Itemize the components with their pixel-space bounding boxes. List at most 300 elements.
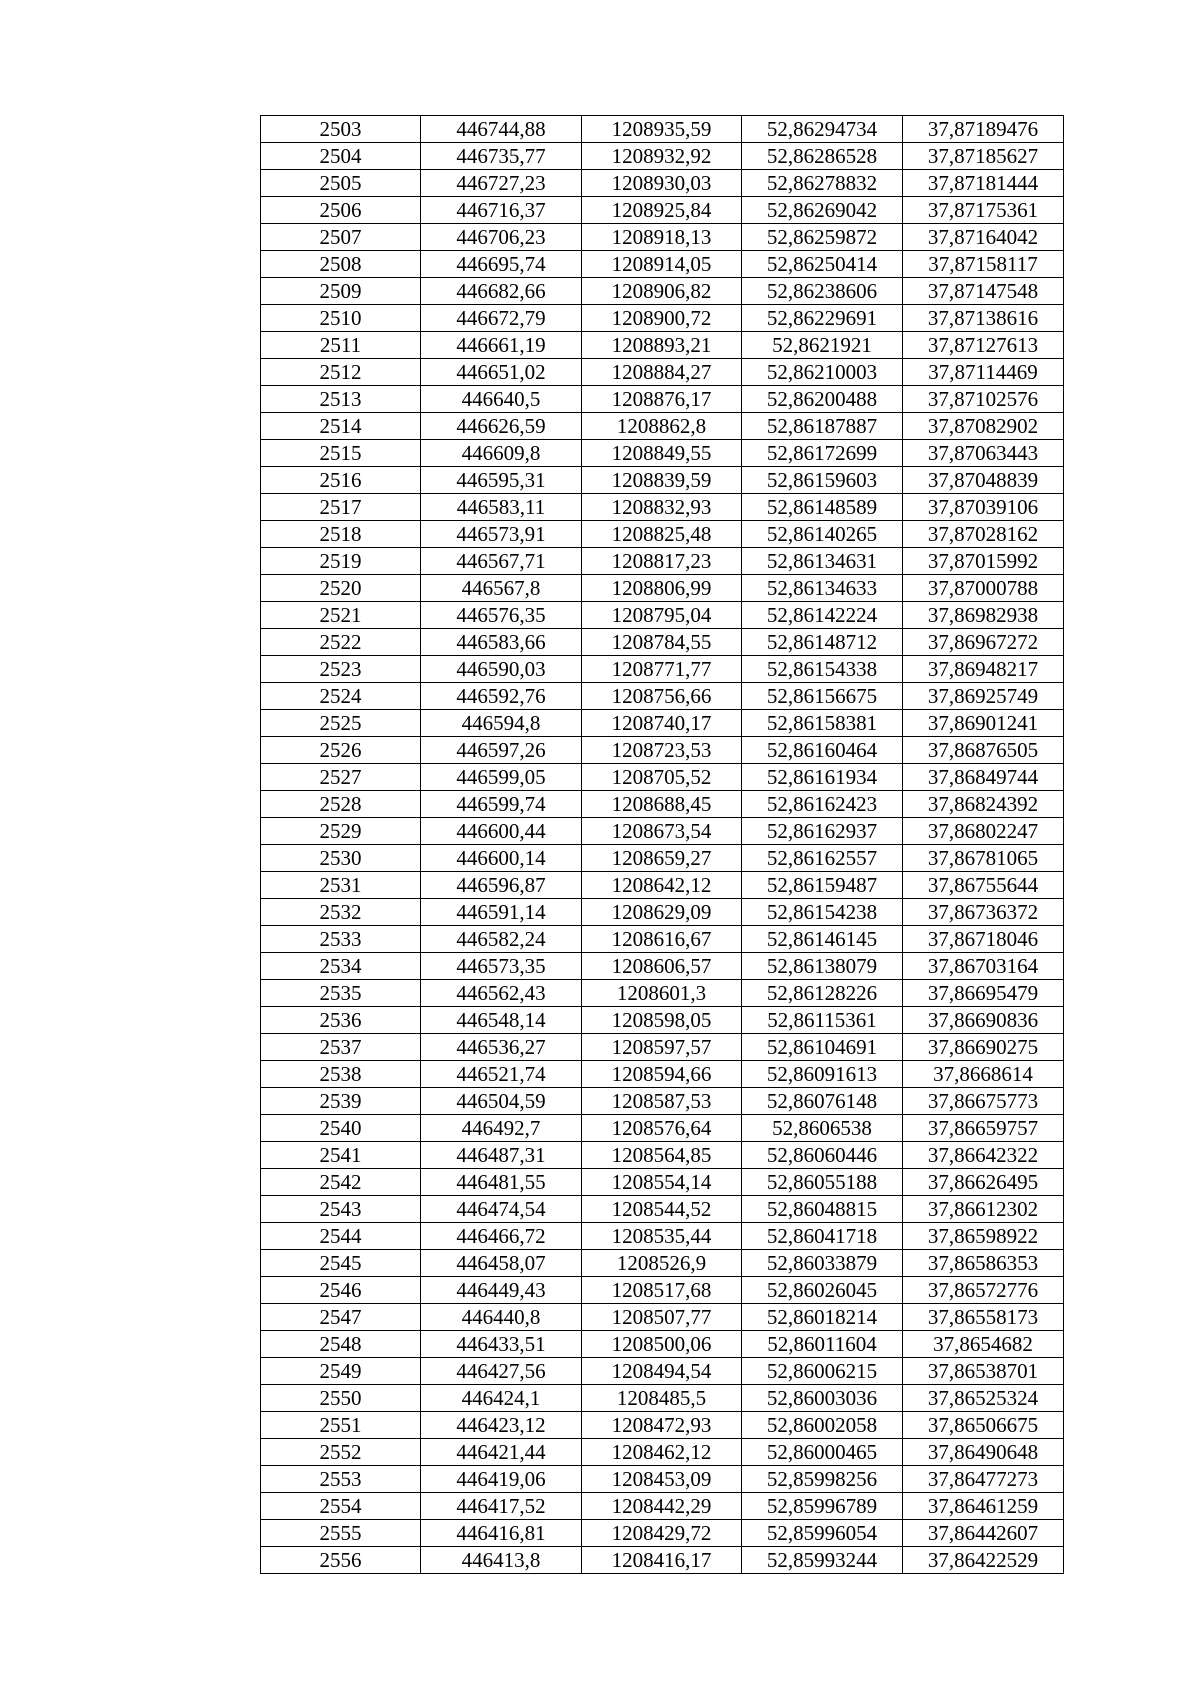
y-coordinate-cell: 1208806,99 [582,575,742,602]
y-coordinate-cell: 1208453,09 [582,1466,742,1493]
table-row [261,413,1064,440]
latitude-cell: 52,86162557 [742,845,903,872]
latitude-cell: 52,85998256 [742,1466,903,1493]
coordinates-table [260,115,1064,1574]
table-row [261,1493,1064,1520]
y-coordinate-cell: 1208925,84 [582,197,742,224]
table-row [261,143,1064,170]
point-number-cell: 2512 [261,359,421,386]
point-number-cell: 2503 [261,116,421,143]
point-number-cell: 2540 [261,1115,421,1142]
table-row [261,1385,1064,1412]
point-number-cell: 2545 [261,1250,421,1277]
longitude-cell: 37,86948217 [903,656,1064,683]
longitude-cell: 37,87039106 [903,494,1064,521]
y-coordinate-cell: 1208576,64 [582,1115,742,1142]
longitude-cell: 37,87158117 [903,251,1064,278]
latitude-cell: 52,86259872 [742,224,903,251]
x-coordinate-cell: 446735,77 [421,143,582,170]
x-coordinate-cell: 446661,19 [421,332,582,359]
longitude-cell: 37,87127613 [903,332,1064,359]
x-coordinate-cell: 446481,55 [421,1169,582,1196]
x-coordinate-cell: 446682,66 [421,278,582,305]
y-coordinate-cell: 1208932,92 [582,143,742,170]
latitude-cell: 52,86002058 [742,1412,903,1439]
y-coordinate-cell: 1208740,17 [582,710,742,737]
x-coordinate-cell: 446597,26 [421,737,582,764]
latitude-cell: 52,86294734 [742,116,903,143]
x-coordinate-cell: 446440,8 [421,1304,582,1331]
point-number-cell: 2553 [261,1466,421,1493]
longitude-cell: 37,87147548 [903,278,1064,305]
x-coordinate-cell: 446626,59 [421,413,582,440]
y-coordinate-cell: 1208517,68 [582,1277,742,1304]
longitude-cell: 37,86824392 [903,791,1064,818]
x-coordinate-cell: 446449,43 [421,1277,582,1304]
latitude-cell: 52,86159487 [742,872,903,899]
point-number-cell: 2515 [261,440,421,467]
y-coordinate-cell: 1208893,21 [582,332,742,359]
x-coordinate-cell: 446487,31 [421,1142,582,1169]
point-number-cell: 2507 [261,224,421,251]
longitude-cell: 37,87082902 [903,413,1064,440]
point-number-cell: 2546 [261,1277,421,1304]
longitude-cell: 37,87164042 [903,224,1064,251]
longitude-cell: 37,86642322 [903,1142,1064,1169]
table-row [261,1115,1064,1142]
table-row [261,1250,1064,1277]
table-row [261,1520,1064,1547]
x-coordinate-cell: 446536,27 [421,1034,582,1061]
latitude-cell: 52,86055188 [742,1169,903,1196]
y-coordinate-cell: 1208935,59 [582,116,742,143]
longitude-cell: 37,86659757 [903,1115,1064,1142]
table-row [261,953,1064,980]
y-coordinate-cell: 1208817,23 [582,548,742,575]
x-coordinate-cell: 446548,14 [421,1007,582,1034]
table-row [261,1412,1064,1439]
table-row [261,710,1064,737]
x-coordinate-cell: 446595,31 [421,467,582,494]
table-row [261,440,1064,467]
x-coordinate-cell: 446706,23 [421,224,582,251]
y-coordinate-cell: 1208601,3 [582,980,742,1007]
point-number-cell: 2530 [261,845,421,872]
longitude-cell: 37,86538701 [903,1358,1064,1385]
point-number-cell: 2543 [261,1196,421,1223]
y-coordinate-cell: 1208642,12 [582,872,742,899]
point-number-cell: 2541 [261,1142,421,1169]
y-coordinate-cell: 1208507,77 [582,1304,742,1331]
latitude-cell: 52,86138079 [742,953,903,980]
latitude-cell: 52,86148712 [742,629,903,656]
latitude-cell: 52,86041718 [742,1223,903,1250]
table-row [261,656,1064,683]
y-coordinate-cell: 1208918,13 [582,224,742,251]
x-coordinate-cell: 446521,74 [421,1061,582,1088]
table-row [261,1034,1064,1061]
longitude-cell: 37,87181444 [903,170,1064,197]
x-coordinate-cell: 446433,51 [421,1331,582,1358]
point-number-cell: 2521 [261,602,421,629]
point-number-cell: 2508 [261,251,421,278]
point-number-cell: 2525 [261,710,421,737]
y-coordinate-cell: 1208442,29 [582,1493,742,1520]
point-number-cell: 2544 [261,1223,421,1250]
latitude-cell: 52,86154238 [742,899,903,926]
latitude-cell: 52,86238606 [742,278,903,305]
y-coordinate-cell: 1208594,66 [582,1061,742,1088]
latitude-cell: 52,86210003 [742,359,903,386]
y-coordinate-cell: 1208500,06 [582,1331,742,1358]
latitude-cell: 52,86200488 [742,386,903,413]
longitude-cell: 37,86422529 [903,1547,1064,1574]
x-coordinate-cell: 446474,54 [421,1196,582,1223]
y-coordinate-cell: 1208884,27 [582,359,742,386]
x-coordinate-cell: 446716,37 [421,197,582,224]
longitude-cell: 37,86695479 [903,980,1064,1007]
y-coordinate-cell: 1208564,85 [582,1142,742,1169]
longitude-cell: 37,86718046 [903,926,1064,953]
table-row [261,629,1064,656]
longitude-cell: 37,86925749 [903,683,1064,710]
table-row [261,737,1064,764]
table-row [261,386,1064,413]
y-coordinate-cell: 1208544,52 [582,1196,742,1223]
point-number-cell: 2538 [261,1061,421,1088]
point-number-cell: 2539 [261,1088,421,1115]
longitude-cell: 37,86802247 [903,818,1064,845]
y-coordinate-cell: 1208606,57 [582,953,742,980]
latitude-cell: 52,86142224 [742,602,903,629]
y-coordinate-cell: 1208832,93 [582,494,742,521]
y-coordinate-cell: 1208485,5 [582,1385,742,1412]
longitude-cell: 37,86967272 [903,629,1064,656]
longitude-cell: 37,86598922 [903,1223,1064,1250]
point-number-cell: 2547 [261,1304,421,1331]
longitude-cell: 37,87015992 [903,548,1064,575]
y-coordinate-cell: 1208462,12 [582,1439,742,1466]
x-coordinate-cell: 446600,14 [421,845,582,872]
table-row [261,845,1064,872]
x-coordinate-cell: 446609,8 [421,440,582,467]
point-number-cell: 2552 [261,1439,421,1466]
x-coordinate-cell: 446504,59 [421,1088,582,1115]
y-coordinate-cell: 1208616,67 [582,926,742,953]
y-coordinate-cell: 1208535,44 [582,1223,742,1250]
x-coordinate-cell: 446458,07 [421,1250,582,1277]
longitude-cell: 37,8668614 [903,1061,1064,1088]
x-coordinate-cell: 446599,05 [421,764,582,791]
point-number-cell: 2534 [261,953,421,980]
table-row [261,1304,1064,1331]
latitude-cell: 52,86160464 [742,737,903,764]
latitude-cell: 52,86148589 [742,494,903,521]
table-row [261,1007,1064,1034]
latitude-cell: 52,86229691 [742,305,903,332]
point-number-cell: 2554 [261,1493,421,1520]
table-row [261,359,1064,386]
point-number-cell: 2519 [261,548,421,575]
longitude-cell: 37,86690836 [903,1007,1064,1034]
latitude-cell: 52,86000465 [742,1439,903,1466]
latitude-cell: 52,86048815 [742,1196,903,1223]
point-number-cell: 2511 [261,332,421,359]
point-number-cell: 2504 [261,143,421,170]
table-row [261,1223,1064,1250]
point-number-cell: 2528 [261,791,421,818]
table-row [261,602,1064,629]
y-coordinate-cell: 1208784,55 [582,629,742,656]
point-number-cell: 2516 [261,467,421,494]
table-row [261,548,1064,575]
latitude-cell: 52,86161934 [742,764,903,791]
x-coordinate-cell: 446600,44 [421,818,582,845]
point-number-cell: 2517 [261,494,421,521]
y-coordinate-cell: 1208416,17 [582,1547,742,1574]
table-row [261,899,1064,926]
longitude-cell: 37,86736372 [903,899,1064,926]
x-coordinate-cell: 446651,02 [421,359,582,386]
y-coordinate-cell: 1208771,77 [582,656,742,683]
y-coordinate-cell: 1208795,04 [582,602,742,629]
point-number-cell: 2510 [261,305,421,332]
longitude-cell: 37,86675773 [903,1088,1064,1115]
x-coordinate-cell: 446427,56 [421,1358,582,1385]
table-row [261,1358,1064,1385]
point-number-cell: 2514 [261,413,421,440]
latitude-cell: 52,86060446 [742,1142,903,1169]
table-row [261,1277,1064,1304]
point-number-cell: 2555 [261,1520,421,1547]
longitude-cell: 37,86982938 [903,602,1064,629]
y-coordinate-cell: 1208930,03 [582,170,742,197]
y-coordinate-cell: 1208554,14 [582,1169,742,1196]
table-row [261,305,1064,332]
x-coordinate-cell: 446567,71 [421,548,582,575]
y-coordinate-cell: 1208705,52 [582,764,742,791]
longitude-cell: 37,87102576 [903,386,1064,413]
table-row [261,116,1064,143]
y-coordinate-cell: 1208429,72 [582,1520,742,1547]
x-coordinate-cell: 446672,79 [421,305,582,332]
latitude-cell: 52,86134631 [742,548,903,575]
longitude-cell: 37,86901241 [903,710,1064,737]
table-row [261,467,1064,494]
point-number-cell: 2535 [261,980,421,1007]
y-coordinate-cell: 1208756,66 [582,683,742,710]
x-coordinate-cell: 446599,74 [421,791,582,818]
point-number-cell: 2522 [261,629,421,656]
latitude-cell: 52,86162937 [742,818,903,845]
latitude-cell: 52,86033879 [742,1250,903,1277]
latitude-cell: 52,8606538 [742,1115,903,1142]
x-coordinate-cell: 446590,03 [421,656,582,683]
y-coordinate-cell: 1208472,93 [582,1412,742,1439]
latitude-cell: 52,86162423 [742,791,903,818]
table-row [261,1439,1064,1466]
point-number-cell: 2509 [261,278,421,305]
point-number-cell: 2548 [261,1331,421,1358]
y-coordinate-cell: 1208825,48 [582,521,742,548]
table-row [261,170,1064,197]
latitude-cell: 52,86011604 [742,1331,903,1358]
x-coordinate-cell: 446583,11 [421,494,582,521]
x-coordinate-cell: 446419,06 [421,1466,582,1493]
point-number-cell: 2549 [261,1358,421,1385]
longitude-cell: 37,86781065 [903,845,1064,872]
point-number-cell: 2551 [261,1412,421,1439]
table-row [261,683,1064,710]
latitude-cell: 52,85996789 [742,1493,903,1520]
latitude-cell: 52,86091613 [742,1061,903,1088]
point-number-cell: 2550 [261,1385,421,1412]
longitude-cell: 37,87189476 [903,116,1064,143]
longitude-cell: 37,87000788 [903,575,1064,602]
longitude-cell: 37,86506675 [903,1412,1064,1439]
latitude-cell: 52,86159603 [742,467,903,494]
table-row [261,575,1064,602]
latitude-cell: 52,86278832 [742,170,903,197]
y-coordinate-cell: 1208839,59 [582,467,742,494]
latitude-cell: 52,86172699 [742,440,903,467]
latitude-cell: 52,86076148 [742,1088,903,1115]
point-number-cell: 2518 [261,521,421,548]
table-row [261,1088,1064,1115]
longitude-cell: 37,86442607 [903,1520,1064,1547]
table-row [261,980,1064,1007]
point-number-cell: 2533 [261,926,421,953]
x-coordinate-cell: 446596,87 [421,872,582,899]
longitude-cell: 37,87028162 [903,521,1064,548]
latitude-cell: 52,86140265 [742,521,903,548]
table-row [261,1466,1064,1493]
longitude-cell: 37,86525324 [903,1385,1064,1412]
latitude-cell: 52,86115361 [742,1007,903,1034]
y-coordinate-cell: 1208900,72 [582,305,742,332]
latitude-cell: 52,86286528 [742,143,903,170]
latitude-cell: 52,86006215 [742,1358,903,1385]
y-coordinate-cell: 1208906,82 [582,278,742,305]
x-coordinate-cell: 446413,8 [421,1547,582,1574]
x-coordinate-cell: 446744,88 [421,116,582,143]
x-coordinate-cell: 446591,14 [421,899,582,926]
x-coordinate-cell: 446727,23 [421,170,582,197]
point-number-cell: 2536 [261,1007,421,1034]
latitude-cell: 52,86156675 [742,683,903,710]
point-number-cell: 2532 [261,899,421,926]
y-coordinate-cell: 1208494,54 [582,1358,742,1385]
longitude-cell: 37,86572776 [903,1277,1064,1304]
y-coordinate-cell: 1208587,53 [582,1088,742,1115]
table-row [261,926,1064,953]
table-row [261,278,1064,305]
x-coordinate-cell: 446695,74 [421,251,582,278]
point-number-cell: 2556 [261,1547,421,1574]
table-row [261,197,1064,224]
table-row [261,791,1064,818]
point-number-cell: 2505 [261,170,421,197]
y-coordinate-cell: 1208849,55 [582,440,742,467]
longitude-cell: 37,86586353 [903,1250,1064,1277]
y-coordinate-cell: 1208597,57 [582,1034,742,1061]
y-coordinate-cell: 1208526,9 [582,1250,742,1277]
x-coordinate-cell: 446423,12 [421,1412,582,1439]
latitude-cell: 52,86003036 [742,1385,903,1412]
point-number-cell: 2526 [261,737,421,764]
x-coordinate-cell: 446492,7 [421,1115,582,1142]
y-coordinate-cell: 1208862,8 [582,413,742,440]
x-coordinate-cell: 446582,24 [421,926,582,953]
longitude-cell: 37,86849744 [903,764,1064,791]
point-number-cell: 2523 [261,656,421,683]
x-coordinate-cell: 446594,8 [421,710,582,737]
point-number-cell: 2542 [261,1169,421,1196]
latitude-cell: 52,86158381 [742,710,903,737]
y-coordinate-cell: 1208876,17 [582,386,742,413]
y-coordinate-cell: 1208673,54 [582,818,742,845]
table-row [261,224,1064,251]
latitude-cell: 52,86134633 [742,575,903,602]
table-row [261,764,1064,791]
y-coordinate-cell: 1208914,05 [582,251,742,278]
longitude-cell: 37,8654682 [903,1331,1064,1358]
point-number-cell: 2513 [261,386,421,413]
y-coordinate-cell: 1208659,27 [582,845,742,872]
x-coordinate-cell: 446416,81 [421,1520,582,1547]
longitude-cell: 37,86477273 [903,1466,1064,1493]
longitude-cell: 37,86558173 [903,1304,1064,1331]
latitude-cell: 52,85993244 [742,1547,903,1574]
x-coordinate-cell: 446562,43 [421,980,582,1007]
longitude-cell: 37,87114469 [903,359,1064,386]
latitude-cell: 52,86018214 [742,1304,903,1331]
x-coordinate-cell: 446573,91 [421,521,582,548]
x-coordinate-cell: 446424,1 [421,1385,582,1412]
point-number-cell: 2524 [261,683,421,710]
longitude-cell: 37,87138616 [903,305,1064,332]
longitude-cell: 37,87185627 [903,143,1064,170]
longitude-cell: 37,86461259 [903,1493,1064,1520]
table-row [261,251,1064,278]
point-number-cell: 2531 [261,872,421,899]
table-row [261,332,1064,359]
longitude-cell: 37,86690275 [903,1034,1064,1061]
x-coordinate-cell: 446583,66 [421,629,582,656]
longitude-cell: 37,86876505 [903,737,1064,764]
table-row [261,521,1064,548]
table-row [261,1169,1064,1196]
latitude-cell: 52,85996054 [742,1520,903,1547]
y-coordinate-cell: 1208723,53 [582,737,742,764]
latitude-cell: 52,8621921 [742,332,903,359]
latitude-cell: 52,86146145 [742,926,903,953]
latitude-cell: 52,86187887 [742,413,903,440]
x-coordinate-cell: 446573,35 [421,953,582,980]
longitude-cell: 37,87048839 [903,467,1064,494]
longitude-cell: 37,86626495 [903,1169,1064,1196]
longitude-cell: 37,87175361 [903,197,1064,224]
point-number-cell: 2537 [261,1034,421,1061]
latitude-cell: 52,86154338 [742,656,903,683]
latitude-cell: 52,86026045 [742,1277,903,1304]
latitude-cell: 52,86269042 [742,197,903,224]
y-coordinate-cell: 1208629,09 [582,899,742,926]
point-number-cell: 2520 [261,575,421,602]
latitude-cell: 52,86128226 [742,980,903,1007]
coordinates-table-body [261,116,1064,1574]
latitude-cell: 52,86104691 [742,1034,903,1061]
